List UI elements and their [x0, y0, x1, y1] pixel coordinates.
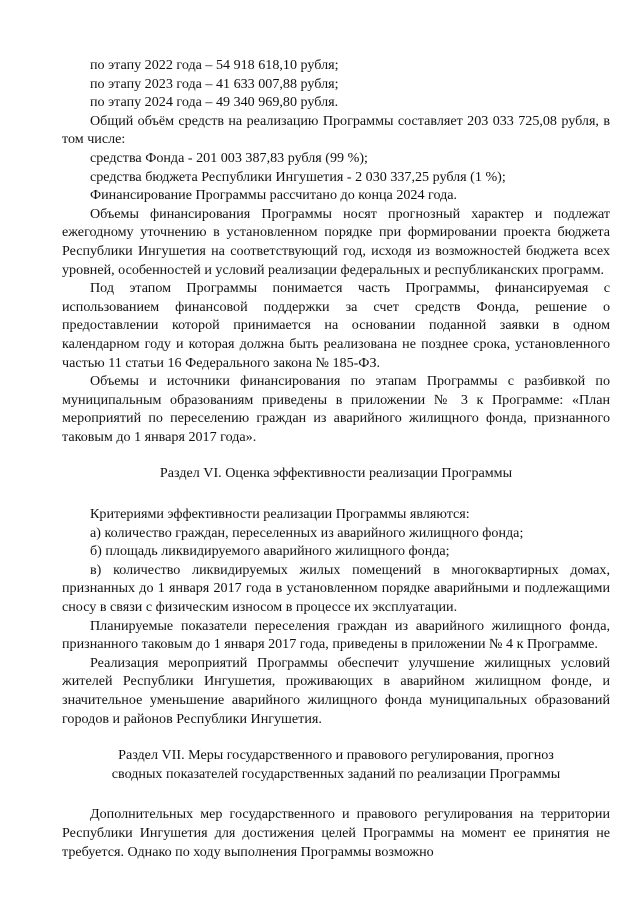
- paragraph-financing-forecast: Объемы финансирования Программы носят прогнозный характер и подлежат ежегодному уточнению в установленном порядке при формировании проекта бюджета Республики Ингушетия на соответствующий год, исходя из возможностей бюджета всех уровней, особенностей и условий реализации федеральных и республиканских программ.: [62, 205, 610, 278]
- section-6-heading: Раздел VI. Оценка эффективности реализации Программы: [159, 465, 513, 482]
- paragraph-total-funding: Общий объём средств на реализацию Программы составляет 203 033 725,08 рубля, в том числе:: [62, 112, 610, 148]
- paragraph-program-result: Реализация мероприятий Программы обеспечит улучшение жилищных условий жителей Республики Ингушетия, проживающих в аварийном жилищном фонде, и значительное уменьшение аварийного жилищного фонда муниципальных образований городов и районов Республики Ингушетия.: [62, 654, 610, 727]
- paragraph-stage-2023: по этапу 2023 года – 41 633 007,88 рубля;: [90, 75, 339, 92]
- paragraph-criteria-intro: Критериями эффективности реализации Программы являются:: [90, 506, 470, 523]
- section-7-heading-line1: Раздел VII. Меры государственного и правового регулирования, прогноз: [118, 747, 554, 764]
- paragraph-financing-until: Финансирование Программы рассчитано до конца 2024 года.: [90, 187, 458, 204]
- list-item-b: б) площадь ликвидируемого аварийного жилищного фонда;: [90, 543, 450, 560]
- paragraph-planned-indicators: Планируемые показатели переселения граждан из аварийного жилищного фонда, признанного таковым до 1 января 2017 года, приведены в приложении № 4 к Программе.: [62, 617, 610, 653]
- paragraph-financing-sources: Объемы и источники финансирования по этапам Программы с разбивкой по муниципальным образованиям приведены в приложении № 3 к Программе: «План мероприятий по переселению граждан из аварийного жилищного фонда, признанного таковым до 1 января 2017 года».: [62, 373, 610, 445]
- paragraph-additional-measures: Дополнительных мер государственного и правового регулирования на территории Республики Ингушетия для достижения целей Программы на момент ее принятия не требуется. Однако по ходу выполнения Программы возможно: [62, 806, 610, 860]
- paragraph-budget-means: средства бюджета Республики Ингушетия - 2 030 337,25 рубля (1 %);: [90, 168, 506, 185]
- section-7-heading-line2: сводных показателей государственных заданий по реализации Программы: [111, 765, 561, 782]
- list-item-c: в) количество ликвидируемых жилых помещений в многоквартирных домах, признанных до 1 января 2017 года в установленном порядке аварийными и подлежащими сносу в связи с физическим износом в процессе их эксплуатации.: [62, 561, 610, 616]
- paragraph-stage-2022: по этапу 2022 года – 54 918 618,10 рубля;: [90, 57, 339, 73]
- paragraph-fund-means: средства Фонда - 201 003 387,83 рубля (99 %);: [90, 149, 368, 166]
- list-item-a: а) количество граждан, переселенных из аварийного жилищного фонда;: [90, 524, 524, 541]
- paragraph-stage-definition: Под этапом Программы понимается часть Программы, финансируемая с использованием финансовой поддержки за счет средств Фонда, решение о предоставлении которой принимается на основании поданной заявки в одном календарном году и которая должна быть реализована не позднее срока, установленного частью 11 статьи 16 Федерального закона № 185-ФЗ.: [62, 280, 610, 371]
- paragraph-stage-2024: по этапу 2024 года – 49 340 969,80 рубля.: [90, 94, 339, 111]
- document-page: [62, 56, 610, 861]
